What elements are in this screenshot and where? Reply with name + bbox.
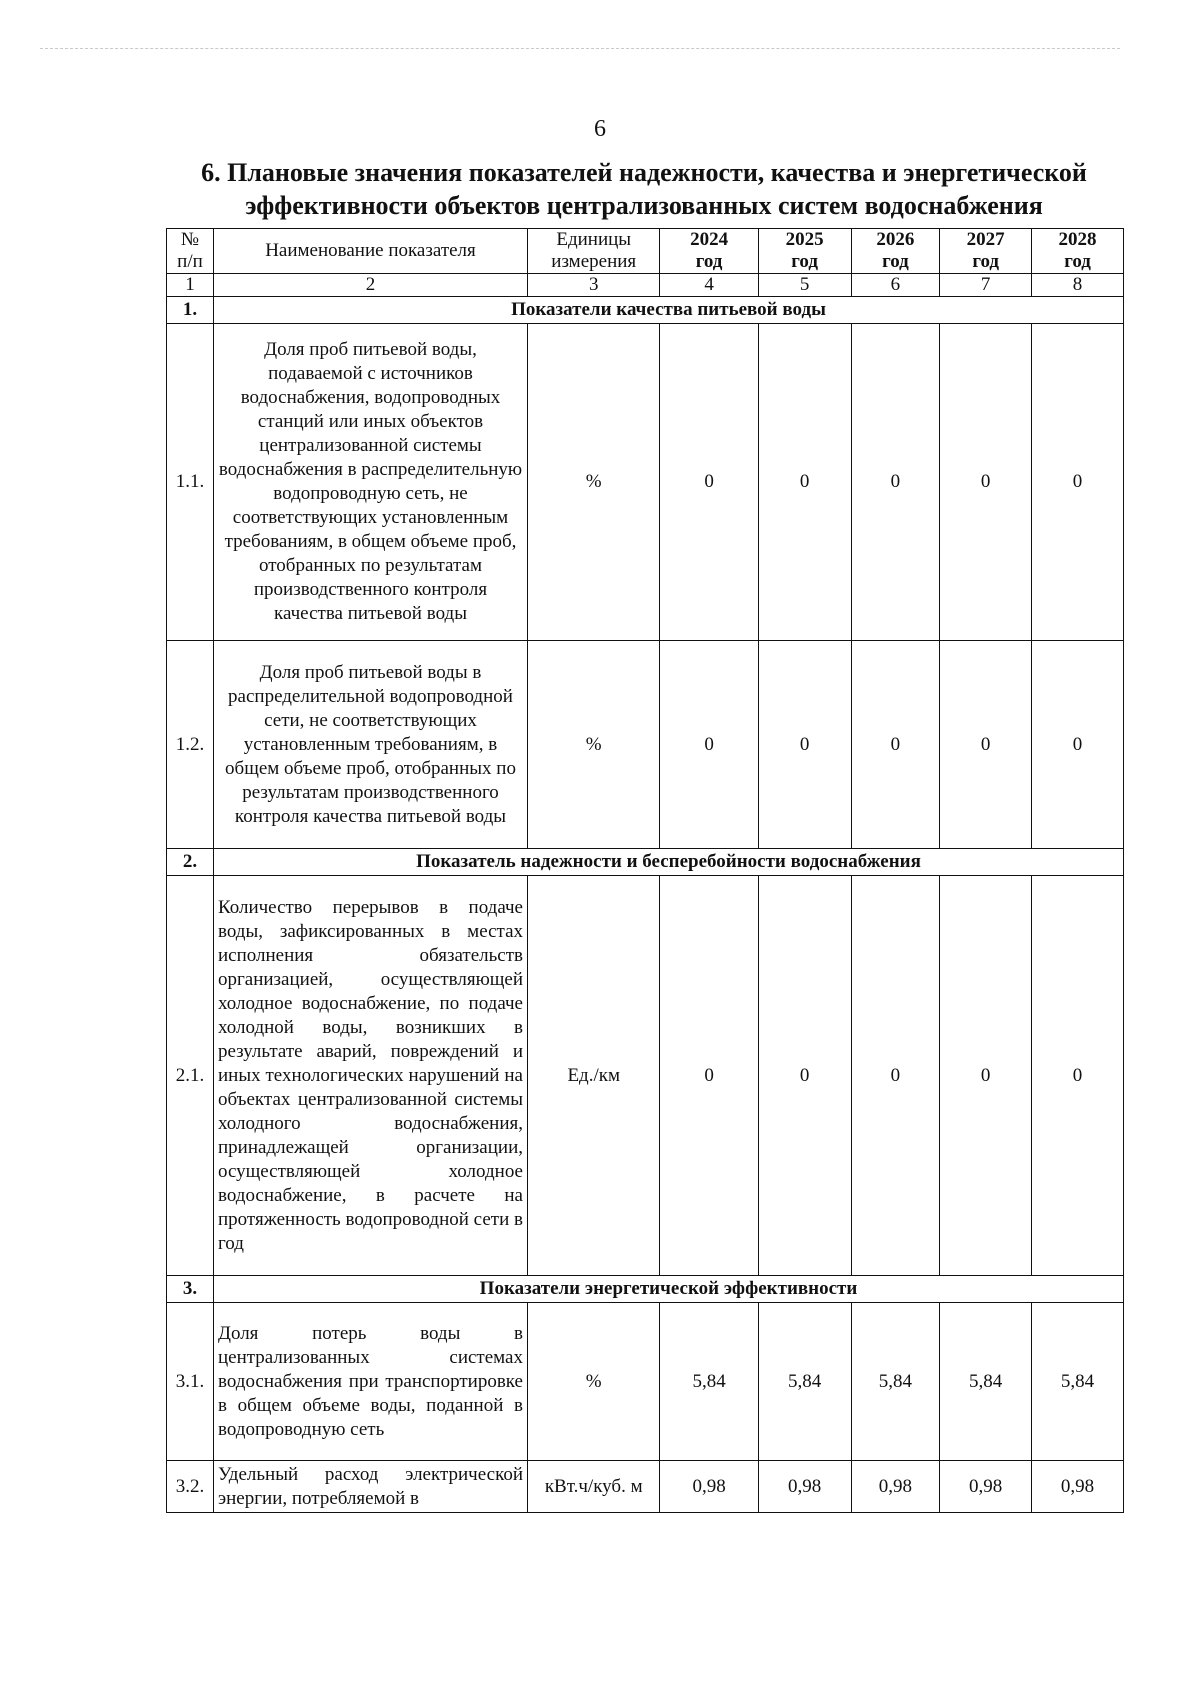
indicator-name: Количество перерывов в подаче воды, зафиксированных в местах исполнения обязательств организацией, осуществляющей холодное водоснабжение, по подаче холодной воды, возникших в результате аварий, повреждений и иных технологических нарушений на объектах централизованной системы холодного водоснабжения, принадлежащей организации, осуществляющей холодное водоснабжение, в расчете на протяженность водопроводной сети в год (213, 876, 527, 1276)
value-2028: 5,84 (1032, 1303, 1124, 1461)
row-number: 1.1. (167, 324, 214, 641)
value-2026: 0 (851, 641, 940, 849)
column-number: 2 (213, 274, 527, 297)
unit-cell: % (528, 641, 660, 849)
indicator-name: Доля потерь воды в централизованных системах водоснабжения при транспортировке в общем объеме воды, поданной в водопроводную сеть (213, 1303, 527, 1461)
table-row (167, 324, 1124, 641)
unit-cell: Ед./км (528, 876, 660, 1276)
value-2026: 0 (851, 324, 940, 641)
value-2024: 0,98 (660, 1461, 758, 1513)
header-year-2026: 2026 год (851, 229, 940, 274)
header-year-2027: 2027 год (940, 229, 1032, 274)
section-row (167, 297, 1124, 324)
section-title: Показатели энергетической эффективности (213, 1276, 1123, 1303)
value-2025: 0,98 (758, 1461, 851, 1513)
value-2025: 0 (758, 876, 851, 1276)
row-number: 3.2. (167, 1461, 214, 1513)
row-number: 3.1. (167, 1303, 214, 1461)
document-title-line-2: эффективности объектов централизованных систем водоснабжения (245, 191, 1043, 220)
column-number: 6 (851, 274, 940, 297)
table-header-row (167, 229, 1124, 274)
value-2025: 5,84 (758, 1303, 851, 1461)
value-2025: 0 (758, 324, 851, 641)
scan-artifact-line (40, 48, 1120, 49)
header-year-2025: 2025 год (758, 229, 851, 274)
column-number: 3 (528, 274, 660, 297)
row-number: 2.1. (167, 876, 214, 1276)
value-2025: 0 (758, 641, 851, 849)
row-number: 1.2. (167, 641, 214, 849)
document-title-line-1: 6. Плановые значения показателей надежности, качества и энергетической (201, 158, 1087, 187)
header-year-2028: 2028 год (1032, 229, 1124, 274)
value-2028: 0 (1032, 324, 1124, 641)
value-2024: 0 (660, 324, 758, 641)
value-2027: 0 (940, 641, 1032, 849)
page-number: 6 (594, 116, 606, 142)
value-2027: 0 (940, 324, 1032, 641)
header-year-2024: 2024 год (660, 229, 758, 274)
column-numbers-row (167, 274, 1124, 297)
value-2024: 0 (660, 876, 758, 1276)
header-number: № п/п (167, 229, 214, 274)
unit-cell: % (528, 1303, 660, 1461)
value-2028: 0,98 (1032, 1461, 1124, 1513)
header-indicator-name: Наименование показателя (213, 229, 527, 274)
column-number: 7 (940, 274, 1032, 297)
value-2027: 5,84 (940, 1303, 1032, 1461)
unit-cell: кВт.ч/куб. м (528, 1461, 660, 1513)
indicator-name: Доля проб питьевой воды, подаваемой с источников водоснабжения, водопроводных станций или иных объектов централизованной системы водоснабжения в распределительную водопроводную сеть, не соответствующих установленным требованиям, в общем объеме проб, отобранных по результатам производственного контроля качества питьевой воды (213, 324, 527, 641)
section-title: Показатель надежности и бесперебойности водоснабжения (213, 849, 1123, 876)
unit-cell: % (528, 324, 660, 641)
value-2026: 0 (851, 876, 940, 1276)
indicator-name: Доля проб питьевой воды в распределительной водопроводной сети, не соответствующих установленным требованиям, в общем объеме проб, отобранных по результатам производственного контроля качества питьевой воды (213, 641, 527, 849)
value-2028: 0 (1032, 876, 1124, 1276)
column-number: 4 (660, 274, 758, 297)
section-title: Показатели качества питьевой воды (213, 297, 1123, 324)
value-2027: 0,98 (940, 1461, 1032, 1513)
table-row (167, 1461, 1124, 1513)
column-number: 5 (758, 274, 851, 297)
section-row (167, 849, 1124, 876)
section-number: 1. (167, 297, 214, 324)
table-row (167, 641, 1124, 849)
value-2024: 5,84 (660, 1303, 758, 1461)
section-row (167, 1276, 1124, 1303)
table-row (167, 1303, 1124, 1461)
value-2026: 5,84 (851, 1303, 940, 1461)
header-unit: Единицы измерения (528, 229, 660, 274)
value-2028: 0 (1032, 641, 1124, 849)
section-number: 2. (167, 849, 214, 876)
table-row (167, 876, 1124, 1276)
column-number: 8 (1032, 274, 1124, 297)
value-2024: 0 (660, 641, 758, 849)
document-title (160, 156, 1128, 222)
value-2027: 0 (940, 876, 1032, 1276)
indicator-name: Удельный расход электрической энергии, потребляемой в (213, 1461, 527, 1513)
section-number: 3. (167, 1276, 214, 1303)
column-number: 1 (167, 274, 214, 297)
indicators-table (166, 228, 1124, 1513)
value-2026: 0,98 (851, 1461, 940, 1513)
